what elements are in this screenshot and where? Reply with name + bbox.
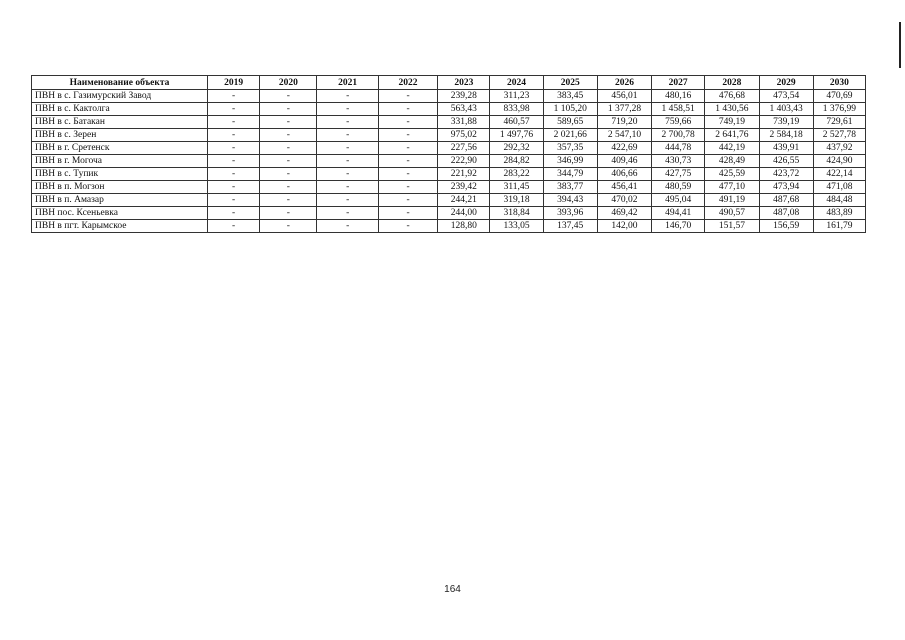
empty-value-cell: - (317, 155, 378, 168)
table-header (32, 76, 866, 90)
value-cell: 589,65 (543, 116, 597, 129)
value-cell: 484,48 (813, 194, 865, 207)
empty-value-cell: - (317, 194, 378, 207)
empty-value-cell: - (260, 220, 317, 233)
empty-value-cell: - (317, 90, 378, 103)
table-row (32, 103, 866, 116)
table-row (32, 90, 866, 103)
value-cell: 487,68 (759, 194, 813, 207)
value-cell: 487,08 (759, 207, 813, 220)
page-number: 164 (444, 584, 461, 595)
object-name-cell: ПВН в с. Зерен (32, 129, 208, 142)
empty-value-cell: - (208, 116, 260, 129)
value-cell: 430,73 (652, 155, 705, 168)
value-cell: 1 105,20 (543, 103, 597, 116)
value-cell: 1 430,56 (705, 103, 759, 116)
value-cell: 426,55 (759, 155, 813, 168)
value-cell: 494,41 (652, 207, 705, 220)
value-cell: 161,79 (813, 220, 865, 233)
value-cell: 483,89 (813, 207, 865, 220)
empty-value-cell: - (378, 181, 437, 194)
value-cell: 495,04 (652, 194, 705, 207)
value-cell: 423,72 (759, 168, 813, 181)
value-cell: 759,66 (652, 116, 705, 129)
column-header-year: 2021 (317, 76, 378, 90)
object-name-cell: ПВН в г. Могоча (32, 155, 208, 168)
empty-value-cell: - (378, 116, 437, 129)
value-cell: 470,69 (813, 90, 865, 103)
value-cell: 473,54 (759, 90, 813, 103)
column-header-year: 2024 (490, 76, 543, 90)
column-header-year: 2022 (378, 76, 437, 90)
value-cell: 1 497,76 (490, 129, 543, 142)
value-cell: 729,61 (813, 116, 865, 129)
column-header-name: Наименование объекта (32, 76, 208, 90)
value-cell: 473,94 (759, 181, 813, 194)
empty-value-cell: - (208, 142, 260, 155)
value-cell: 244,21 (438, 194, 490, 207)
value-cell: 137,45 (543, 220, 597, 233)
value-cell: 480,16 (652, 90, 705, 103)
value-cell: 490,57 (705, 207, 759, 220)
empty-value-cell: - (208, 207, 260, 220)
object-name-cell: ПВН в с. Газимурский Завод (32, 90, 208, 103)
table-row (32, 129, 866, 142)
column-header-year: 2023 (438, 76, 490, 90)
value-cell: 471,08 (813, 181, 865, 194)
empty-value-cell: - (208, 194, 260, 207)
value-cell: 833,98 (490, 103, 543, 116)
value-cell: 470,02 (597, 194, 651, 207)
value-cell: 422,14 (813, 168, 865, 181)
value-cell: 1 403,43 (759, 103, 813, 116)
value-cell: 383,77 (543, 181, 597, 194)
table-row (32, 207, 866, 220)
empty-value-cell: - (260, 168, 317, 181)
object-name-cell: ПВН в с. Кактолга (32, 103, 208, 116)
column-header-year: 2020 (260, 76, 317, 90)
table-row (32, 155, 866, 168)
empty-value-cell: - (317, 181, 378, 194)
value-cell: 456,41 (597, 181, 651, 194)
empty-value-cell: - (260, 181, 317, 194)
value-cell: 142,00 (597, 220, 651, 233)
table-row (32, 142, 866, 155)
empty-value-cell: - (317, 129, 378, 142)
value-cell: 456,01 (597, 90, 651, 103)
value-cell: 283,22 (490, 168, 543, 181)
value-cell: 311,23 (490, 90, 543, 103)
value-cell: 331,88 (438, 116, 490, 129)
empty-value-cell: - (260, 103, 317, 116)
value-cell: 563,43 (438, 103, 490, 116)
value-cell: 284,82 (490, 155, 543, 168)
empty-value-cell: - (317, 142, 378, 155)
empty-value-cell: - (208, 181, 260, 194)
empty-value-cell: - (208, 155, 260, 168)
value-cell: 425,59 (705, 168, 759, 181)
table-row (32, 194, 866, 207)
empty-value-cell: - (317, 116, 378, 129)
empty-value-cell: - (208, 168, 260, 181)
value-cell: 437,92 (813, 142, 865, 155)
empty-value-cell: - (378, 194, 437, 207)
object-name-cell: ПВН в с. Тупик (32, 168, 208, 181)
value-cell: 409,46 (597, 155, 651, 168)
empty-value-cell: - (208, 90, 260, 103)
column-header-year: 2029 (759, 76, 813, 90)
value-cell: 2 584,18 (759, 129, 813, 142)
empty-value-cell: - (378, 220, 437, 233)
empty-value-cell: - (378, 103, 437, 116)
value-cell: 2 547,10 (597, 129, 651, 142)
empty-value-cell: - (260, 129, 317, 142)
table-row (32, 116, 866, 129)
value-cell: 476,68 (705, 90, 759, 103)
column-header-year: 2027 (652, 76, 705, 90)
value-cell: 442,19 (705, 142, 759, 155)
value-cell: 2 527,78 (813, 129, 865, 142)
empty-value-cell: - (260, 207, 317, 220)
data-table (31, 75, 866, 233)
value-cell: 146,70 (652, 220, 705, 233)
value-cell: 221,92 (438, 168, 490, 181)
value-cell: 344,79 (543, 168, 597, 181)
value-cell: 319,18 (490, 194, 543, 207)
empty-value-cell: - (317, 220, 378, 233)
value-cell: 749,19 (705, 116, 759, 129)
value-cell: 239,28 (438, 90, 490, 103)
value-cell: 406,66 (597, 168, 651, 181)
value-cell: 719,20 (597, 116, 651, 129)
table-row (32, 220, 866, 233)
table-row (32, 168, 866, 181)
object-name-cell: ПВН в г. Сретенск (32, 142, 208, 155)
value-cell: 346,99 (543, 155, 597, 168)
value-cell: 151,57 (705, 220, 759, 233)
value-cell: 244,00 (438, 207, 490, 220)
value-cell: 480,59 (652, 181, 705, 194)
value-cell: 1 458,51 (652, 103, 705, 116)
object-name-cell: ПВН в пгт. Карымское (32, 220, 208, 233)
empty-value-cell: - (260, 90, 317, 103)
object-name-cell: ПВН в п. Могзон (32, 181, 208, 194)
value-cell: 128,80 (438, 220, 490, 233)
object-name-cell: ПВН пос. Ксеньевка (32, 207, 208, 220)
value-cell: 156,59 (759, 220, 813, 233)
scan-edge-mark (899, 22, 901, 68)
value-cell: 460,57 (490, 116, 543, 129)
value-cell: 222,90 (438, 155, 490, 168)
empty-value-cell: - (317, 207, 378, 220)
header-row (32, 76, 866, 90)
column-header-year: 2019 (208, 76, 260, 90)
value-cell: 357,35 (543, 142, 597, 155)
value-cell: 311,45 (490, 181, 543, 194)
empty-value-cell: - (317, 168, 378, 181)
empty-value-cell: - (260, 194, 317, 207)
value-cell: 739,19 (759, 116, 813, 129)
value-cell: 1 377,28 (597, 103, 651, 116)
value-cell: 444,78 (652, 142, 705, 155)
value-cell: 975,02 (438, 129, 490, 142)
value-cell: 227,56 (438, 142, 490, 155)
column-header-year: 2030 (813, 76, 865, 90)
column-header-year: 2028 (705, 76, 759, 90)
empty-value-cell: - (317, 103, 378, 116)
value-cell: 239,42 (438, 181, 490, 194)
value-cell: 439,91 (759, 142, 813, 155)
empty-value-cell: - (208, 220, 260, 233)
value-cell: 477,10 (705, 181, 759, 194)
value-cell: 424,90 (813, 155, 865, 168)
empty-value-cell: - (378, 168, 437, 181)
value-cell: 394,43 (543, 194, 597, 207)
value-cell: 2 700,78 (652, 129, 705, 142)
empty-value-cell: - (378, 90, 437, 103)
value-cell: 469,42 (597, 207, 651, 220)
column-header-year: 2026 (597, 76, 651, 90)
empty-value-cell: - (260, 116, 317, 129)
value-cell: 1 376,99 (813, 103, 865, 116)
column-header-year: 2025 (543, 76, 597, 90)
empty-value-cell: - (378, 129, 437, 142)
object-name-cell: ПВН в с. Батакан (32, 116, 208, 129)
table-body (32, 90, 866, 233)
value-cell: 422,69 (597, 142, 651, 155)
value-cell: 428,49 (705, 155, 759, 168)
value-cell: 2 021,66 (543, 129, 597, 142)
empty-value-cell: - (378, 207, 437, 220)
value-cell: 2 641,76 (705, 129, 759, 142)
table-row (32, 181, 866, 194)
empty-value-cell: - (208, 129, 260, 142)
empty-value-cell: - (260, 155, 317, 168)
empty-value-cell: - (378, 155, 437, 168)
value-cell: 393,96 (543, 207, 597, 220)
empty-value-cell: - (260, 142, 317, 155)
value-cell: 383,45 (543, 90, 597, 103)
value-cell: 133,05 (490, 220, 543, 233)
value-cell: 491,19 (705, 194, 759, 207)
empty-value-cell: - (208, 103, 260, 116)
value-cell: 292,32 (490, 142, 543, 155)
value-cell: 318,84 (490, 207, 543, 220)
empty-value-cell: - (378, 142, 437, 155)
object-name-cell: ПВН в п. Амазар (32, 194, 208, 207)
value-cell: 427,75 (652, 168, 705, 181)
